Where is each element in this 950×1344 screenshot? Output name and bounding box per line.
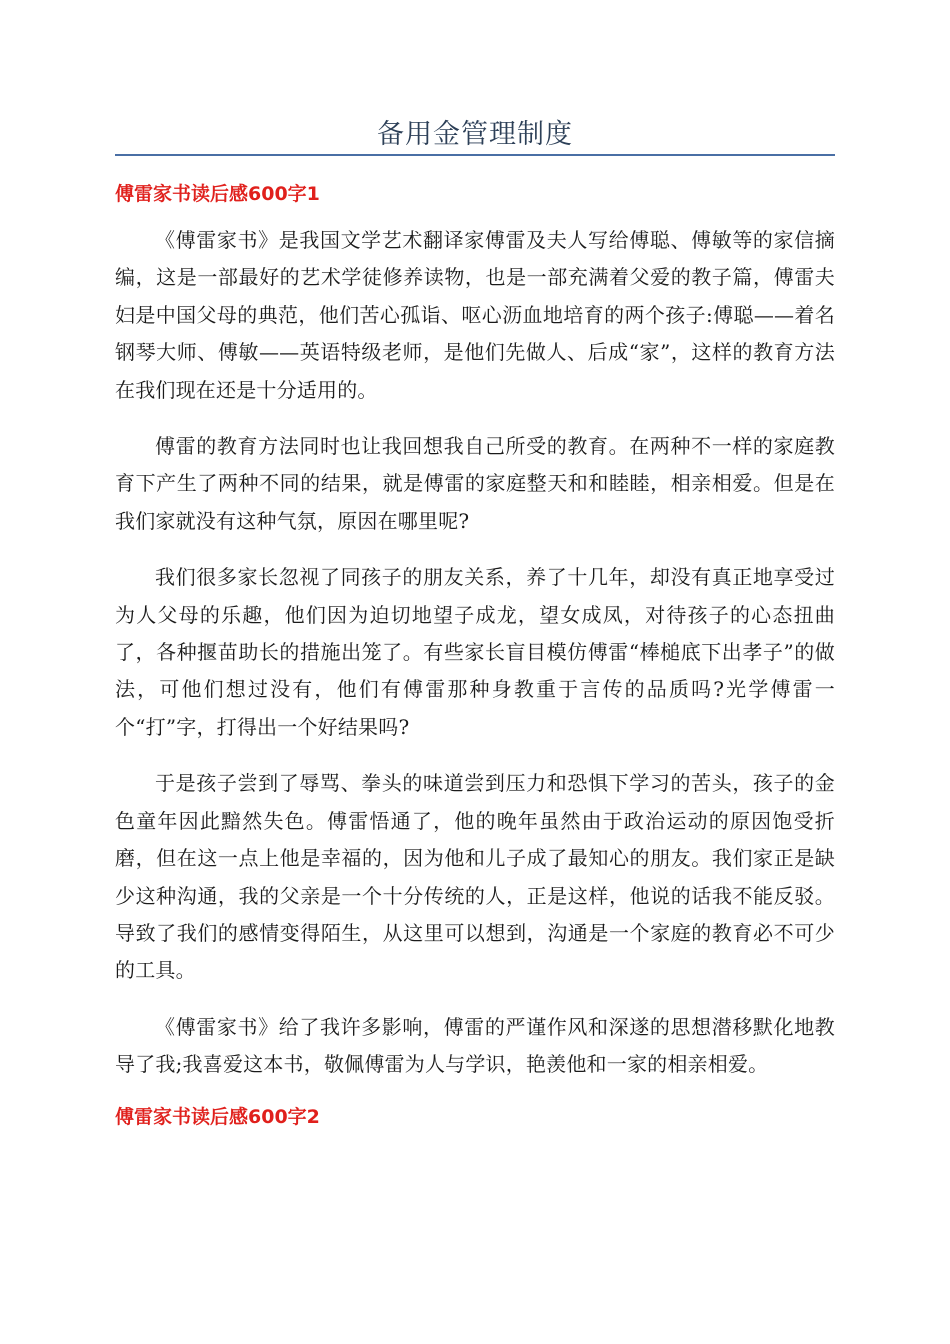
document-body xyxy=(115,180,835,1145)
paragraph: 《傅雷家书》给了我许多影响，傅雷的严谨作风和深遂的思想潜移默化地教导了我;我喜爱这本书，敬佩傅雷为人与学识，艳羡他和一家的相亲相爱。 xyxy=(115,1014,835,1077)
paragraph: 我们很多家长忽视了同孩子的朋友关系，养了十几年，却没有真正地享受过为人父母的乐趣，他们因为迫切地望子成龙，望女成凤，对待孩子的心态扭曲了，各种揠苗助长的措施出笼了。有些家长盲目模仿傅雷“棒槌底下出孝子”的做法，可他们想过没有，他们有傅雷那种身教重于言传的品质吗?光学傅雷一个“打”字，打得出一个好结果吗? xyxy=(115,565,835,739)
paragraph: 于是孩子尝到了辱骂、拳头的味道尝到压力和恐惧下学习的苦头，孩子的金色童年因此黯然失色。傅雷悟通了，他的晚年虽然由于政治运动的原因饱受折磨，但在这一点上他是幸福的，因为他和儿子成了最知心的朋友。我们家正是缺少这种沟通，我的父亲是一个十分传统的人，正是这样，他说的话我不能反驳。导致了我们的感情变得陌生，从这里可以想到，沟通是一个家庭的教育必不可少的工具。 xyxy=(115,771,835,983)
page-title: 备用金管理制度 xyxy=(377,119,573,150)
section-heading-1: 傅雷家书读后感600字1 xyxy=(115,183,320,205)
paragraph: 傅雷的教育方法同时也让我回想我自己所受的教育。在两种不一样的家庭教育下产生了两种不同的结果，就是傅雷的家庭整天和和睦睦，相亲相爱。但是在我们家就没有这种气氛，原因在哪里呢? xyxy=(115,434,835,533)
section-heading-2: 傅雷家书读后感600字2 xyxy=(115,1105,320,1128)
title-divider xyxy=(115,154,835,156)
paragraph: 《傅雷家书》是我国文学艺术翻译家傅雷及夫人写给傅聪、傅敏等的家信摘编，这是一部最好的艺术学徒修养读物，也是一部充满着父爱的教子篇，傅雷夫妇是中国父母的典范，他们苦心孤诣、呕心沥血地培育的两个孩子:傅聪——着名钢琴大师、傅敏——英语特级老师，是他们先做人、后成“家”，这样的教育方法在我们现在还是十分适用的。 xyxy=(115,228,835,402)
